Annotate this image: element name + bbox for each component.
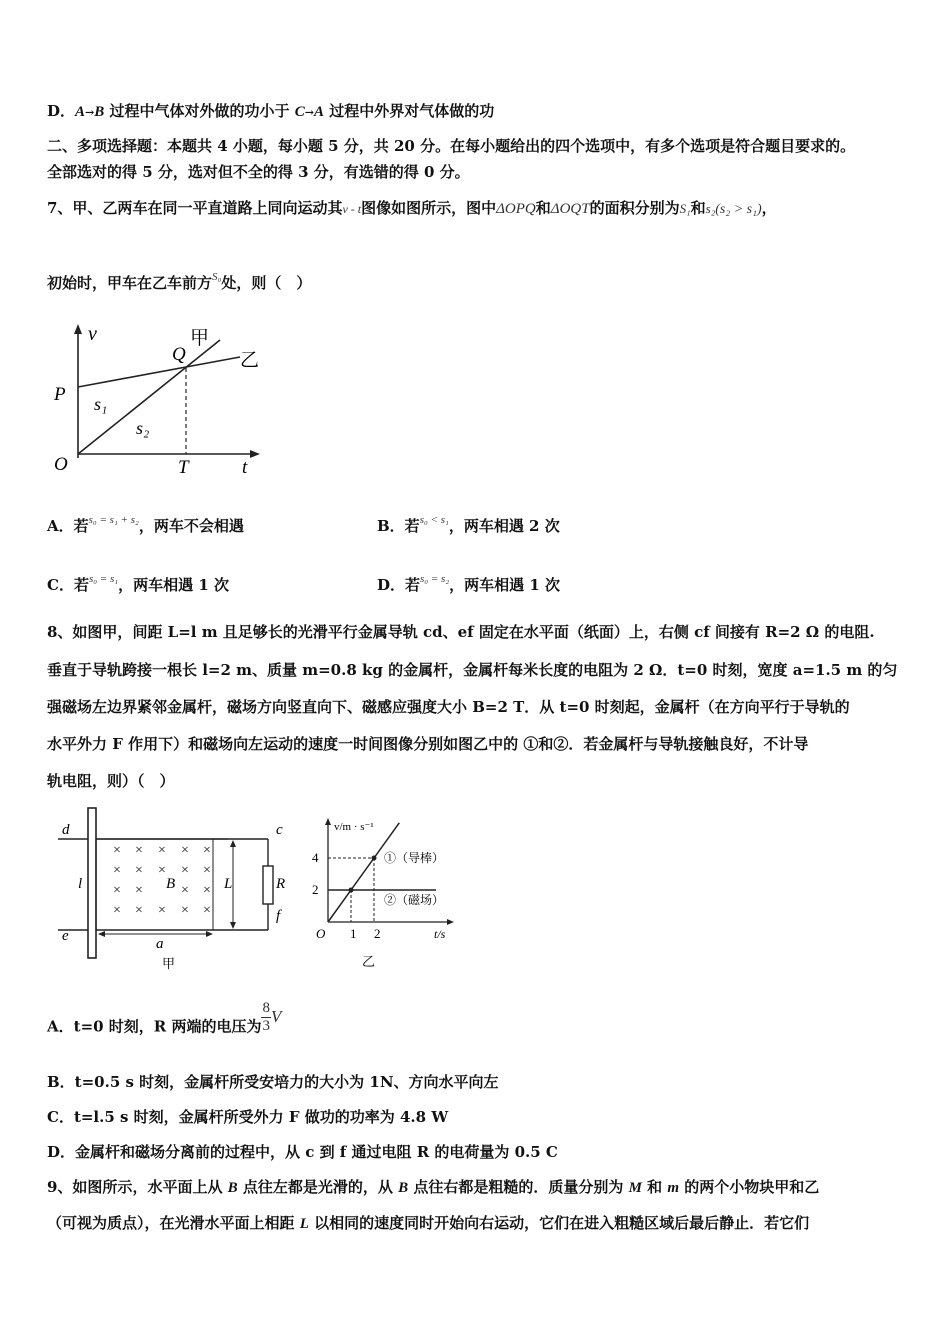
q8-figure-jia: [58, 806, 298, 972]
arrow-icon: [206, 931, 213, 937]
q7-text: 和: [690, 199, 706, 217]
prev-option-d: [47, 101, 494, 123]
field-cross: ×: [203, 843, 211, 858]
point-marker: [349, 888, 354, 893]
y-axis-label: v/m · s⁻¹: [334, 821, 374, 833]
q7-text: 处，则（ ）: [221, 274, 312, 292]
tick-y2: 2: [312, 882, 319, 897]
var-m-small: m: [667, 1180, 680, 1196]
arrow-icon: [230, 922, 236, 929]
fraction: [261, 1000, 271, 1035]
tri-oqt: ΔOQT: [550, 201, 590, 217]
label-o: O: [54, 454, 68, 475]
option-label: A．若: [47, 517, 89, 535]
field-cross: ×: [135, 843, 143, 858]
q9-text: 以相同的速度同时开始向右运动，它们在进入粗糙区域后最后静止．若它们: [308, 1214, 810, 1232]
q8-stem-l1: 8、如图甲，间距 L=l m 且足够长的光滑平行金属导轨 cd、ef 固定在水平面（纸面）上，右侧 cf 间接有 R=2 Ω 的电阻.: [47, 623, 875, 641]
q9-text: 和: [641, 1178, 668, 1196]
series-label-rod: ①（导棒）: [384, 851, 445, 865]
q7-stem-line2: [47, 273, 311, 295]
q9-text: 的两个小物块甲和乙: [679, 1178, 820, 1196]
q8-stem-l4: 水平外力 F 作用下）和磁场向左运动的速度一时间图像分别如图乙中的 ①和②．若金属杆与导轨接触良好，不计导: [47, 735, 809, 753]
condition-math: (s₂ > s₁): [715, 202, 762, 217]
field-cross: ×: [181, 903, 189, 918]
option-math: s₀ < s₁: [419, 514, 449, 526]
q9-stem-l2: [47, 1213, 809, 1234]
q8-figure-yi: [310, 812, 480, 972]
arrow-icon: [230, 840, 236, 847]
q7-option-a[interactable]: [47, 516, 244, 538]
q8-stem-l2: 垂直于导轨跨接一根长 l=2 m、质量 m=0.8 kg 的金属杆，金属杆每米长度的电阻为 2 Ω．t=0 时刻，宽度 a=1.5 m 的匀: [47, 661, 898, 679]
field-cross: ×: [135, 863, 143, 878]
q9-text: 9、如图所示，水平面上从: [47, 1178, 228, 1196]
label-jia: 甲: [190, 328, 210, 349]
var-a: A: [313, 104, 324, 120]
s0-math: S₀: [212, 271, 222, 283]
q9-stem-l1: [47, 1177, 819, 1198]
label-a: a: [156, 936, 164, 952]
q7-text: ，: [761, 199, 777, 217]
q8-stem-l3: 强磁场左边界紧邻金属杆，磁场方向竖直向下、磁感应强度大小 B=2 T．从 t=0 时刻起，金属杆（在方向平行于导轨的: [47, 698, 850, 716]
q8-stem-l5: 轨电阻，则）（ ）: [47, 772, 175, 790]
q7-option-c[interactable]: [47, 575, 229, 597]
field-cross: ×: [135, 883, 143, 898]
q8-option-c[interactable]: C．t=l.5 s 时刻，金属杆所受外力 F 做功的功率为 4.8 W: [47, 1108, 449, 1126]
field-cross: ×: [181, 883, 189, 898]
q7-option-d[interactable]: [377, 575, 560, 597]
section-2-heading-line2: 全部选对的得 5 分，选对但不全的得 3 分，有选错的得 0 分。: [47, 163, 470, 181]
field-crosses: [113, 843, 211, 918]
tick-y4: 4: [312, 850, 319, 865]
label-l: l: [78, 876, 83, 892]
x-axis-label: t/s: [434, 927, 446, 941]
y-axis-arrow-icon: [325, 818, 331, 825]
option-text: ，两车相遇 2 次: [448, 517, 560, 535]
label-r: R: [276, 876, 286, 892]
fraction-den: 3: [262, 1018, 270, 1034]
field-cross: ×: [181, 863, 189, 878]
var-b: B: [398, 1180, 409, 1196]
label-b: B: [166, 876, 176, 892]
label-o: O: [316, 926, 326, 941]
option-text: A．t=0 时刻，R 两端的电压为: [47, 1017, 262, 1036]
q9-text: （可视为质点），在光滑水平面上相距: [47, 1214, 300, 1232]
tick-x1: 1: [350, 926, 357, 941]
s2-math: s₂: [705, 201, 716, 216]
var-m-big: M: [628, 1180, 642, 1196]
option-d-text: 过程中气体对外做的功小于: [104, 102, 295, 120]
option-math: s₀ = s₂: [420, 573, 450, 585]
label-yi: 乙: [240, 350, 260, 371]
metal-rod: [88, 808, 96, 958]
field-cross: ×: [203, 883, 211, 898]
field-cross: ×: [113, 863, 121, 878]
q7-text: 的面积分别为: [589, 199, 680, 217]
series-rod-line: [328, 823, 399, 922]
var-c: C: [294, 104, 305, 120]
series-label-field: ②（磁场）: [384, 893, 445, 907]
resistor: [263, 866, 273, 904]
var-l: L: [299, 1216, 309, 1232]
y-axis-arrow-icon: [74, 324, 82, 334]
section-2-heading: 二、多项选择题：本题共 4 小题，每小题 5 分，共 20 分。在每小题给出的四个选项中，有多个选项是符合题目要求的。: [47, 137, 856, 155]
field-cross: ×: [203, 903, 211, 918]
q8-option-a[interactable]: [47, 1000, 282, 1045]
q9-text: 点往左都是光滑的，从: [237, 1178, 399, 1196]
field-cross: ×: [113, 883, 121, 898]
var-b: B: [94, 104, 105, 120]
arrow-icon: →: [85, 106, 95, 119]
label-c: c: [276, 822, 283, 838]
field-cross: ×: [158, 863, 166, 878]
field-cross: ×: [113, 903, 121, 918]
q7-option-b[interactable]: [377, 516, 560, 538]
q7-text: 和: [535, 199, 551, 217]
point-marker: [372, 856, 377, 861]
label-t-axis: t: [242, 457, 248, 478]
label-L: L: [224, 876, 233, 892]
label-f: f: [276, 908, 281, 924]
option-text: ，两车相遇 1 次: [449, 576, 561, 594]
label-q: Q: [172, 344, 186, 365]
line-yi: [78, 357, 240, 387]
field-cross: ×: [113, 843, 121, 858]
option-label: D．若: [377, 576, 421, 594]
option-label: C．若: [47, 576, 89, 594]
option-text: ，两车相遇 1 次: [118, 576, 229, 594]
field-cross: ×: [203, 863, 211, 878]
label-s1: s₁: [94, 394, 108, 414]
label-t-point: T: [178, 457, 189, 478]
q7-text: 7、甲、乙两车在同一平直道路上同向运动其: [47, 199, 343, 217]
q7-stem: [47, 198, 777, 220]
q8-option-d[interactable]: D．金属杆和磁场分离前的过程中，从 c 到 f 通过电阻 R 的电荷量为 0.5 C: [47, 1143, 558, 1161]
q7-text: 初始时，甲车在乙车前方: [47, 274, 213, 292]
unit-v: V: [270, 1006, 282, 1026]
caption-yi: 乙: [362, 954, 376, 969]
tick-x2: 2: [374, 926, 381, 941]
option-math: s₀ = s₁ + s₂: [88, 514, 139, 526]
arrow-icon: →: [304, 106, 314, 119]
field-cross: ×: [135, 903, 143, 918]
field-cross: ×: [158, 843, 166, 858]
label-s2: s₂: [136, 418, 150, 438]
tri-opq: ΔOPQ: [496, 201, 536, 217]
fraction-num: 8: [262, 1000, 270, 1016]
option-text: ，两车不会相遇: [138, 517, 244, 535]
q8-option-b[interactable]: B．t=0.5 s 时刻，金属杆所受安培力的大小为 1N、方向水平向左: [47, 1073, 499, 1091]
x-axis-arrow-icon: [250, 450, 260, 458]
vt-math: v - t: [342, 202, 362, 216]
caption-jia: 甲: [162, 956, 176, 971]
option-math: s₀ = s₁: [88, 573, 119, 585]
label-v: v: [88, 323, 97, 345]
label-d: d: [62, 822, 70, 838]
label-e: e: [62, 928, 69, 944]
var-b: B: [227, 1180, 238, 1196]
field-cross: ×: [181, 843, 189, 858]
option-d-prefix: D．: [47, 102, 76, 120]
q9-text: 点往右都是粗糙的．质量分别为: [408, 1178, 629, 1196]
x-axis-arrow-icon: [447, 919, 454, 925]
s1-math: S₁: [679, 201, 691, 216]
label-p: P: [54, 384, 66, 405]
option-label: B．若: [377, 517, 420, 535]
var-a: A: [75, 104, 86, 120]
q7-text: 图像如图所示，图中: [361, 199, 497, 217]
q7-vt-graph: [50, 318, 280, 478]
option-d-text-tail: 过程中外界对气体做的功: [323, 102, 495, 120]
field-cross: ×: [158, 903, 166, 918]
arrow-icon: [98, 931, 105, 937]
